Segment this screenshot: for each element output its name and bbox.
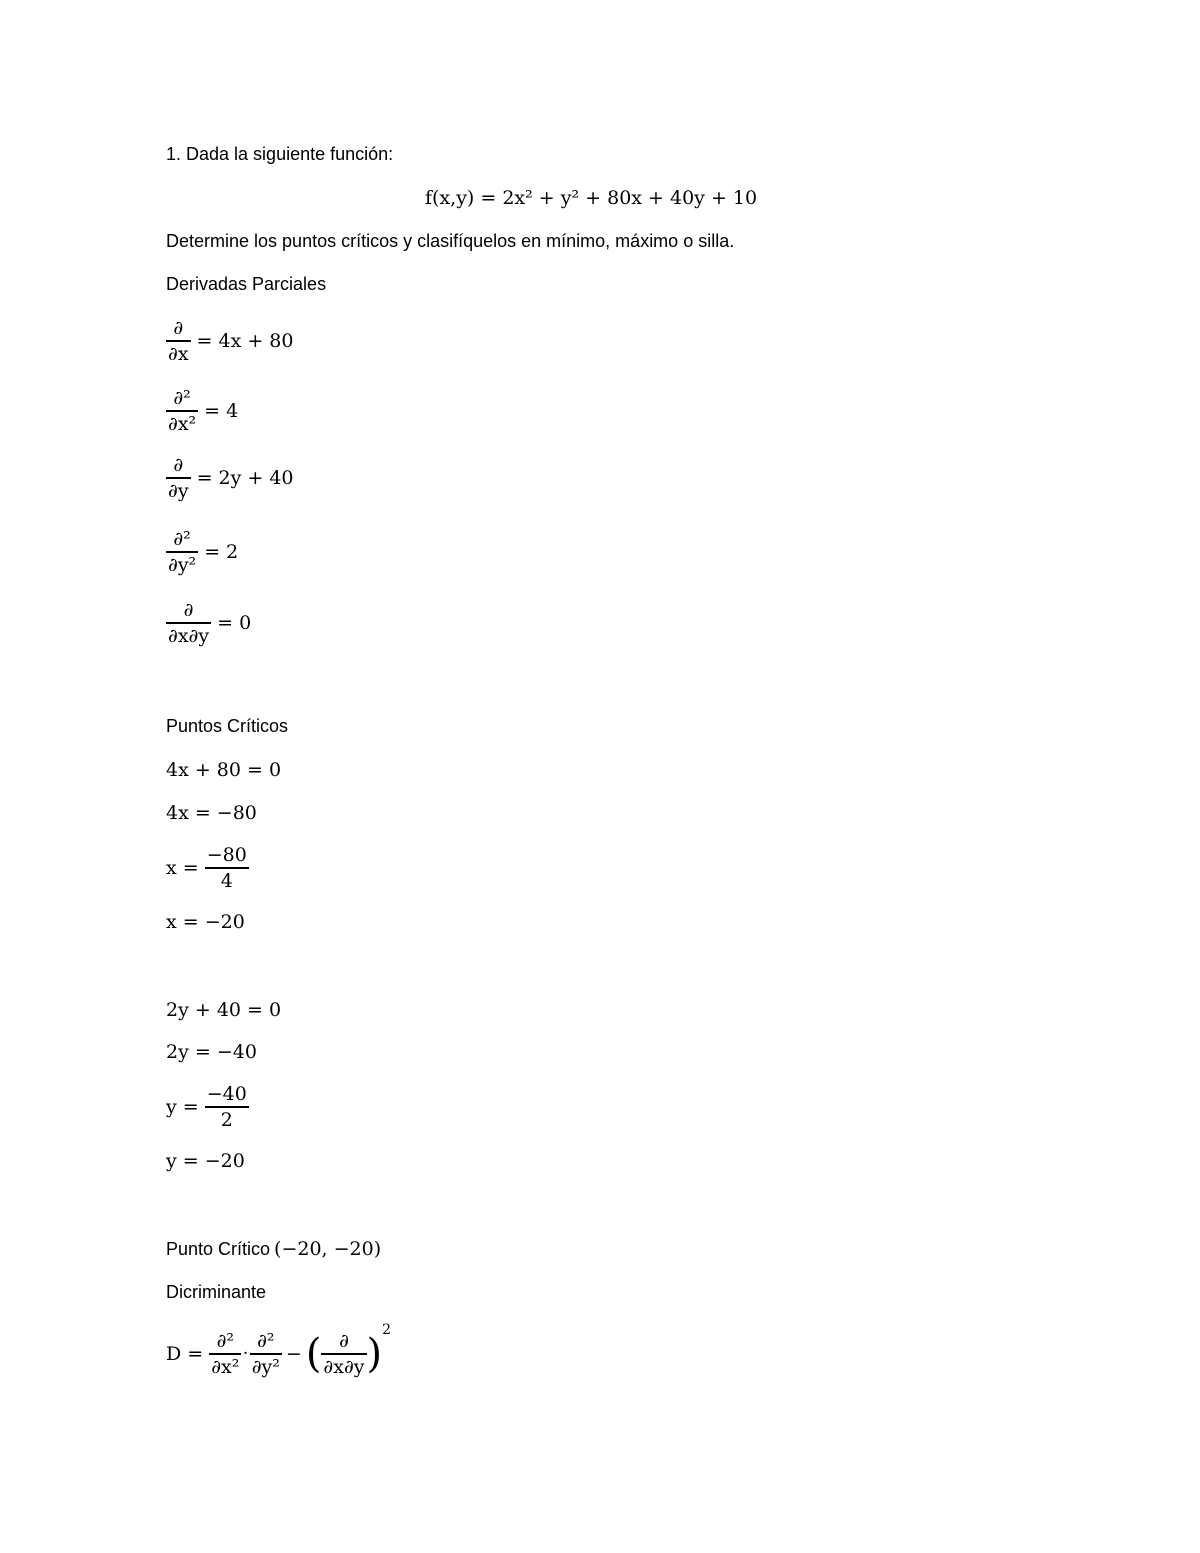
partial-dx2: $\frac{\text{∂²}}{\text{∂x²}}$ = 4 <box>168 387 239 435</box>
fraction: $\frac{\partial}{\partial x\partial y}$ <box>323 1330 365 1378</box>
fraction: $\frac{\text{∂²}}{\text{∂y²}}$ <box>251 1330 280 1378</box>
critical-point-value: (−20, −20) <box>274 1238 382 1260</box>
x-step-2: 4x = −80 <box>166 802 257 824</box>
y-step-2: 2y = −40 <box>166 1041 257 1063</box>
fraction: $\frac{\text{∂²}}{\text{∂x²}}$ <box>168 387 197 435</box>
left-paren: ( <box>305 1331 322 1377</box>
right-paren: ) <box>366 1331 383 1377</box>
partial-dy: $\frac{\partial}{\partial y}$ = 2y + 40 <box>168 454 294 502</box>
fraction: $\frac{\text{∂²}}{\text{∂x²}}$ <box>211 1330 240 1378</box>
fraction: $\frac{\text{∂²}}{\text{∂y²}}$ <box>168 528 197 576</box>
partial-dx: $\frac{\partial}{\partial x}$ = 4x + 80 <box>168 317 294 365</box>
discriminant-formula: D = $\frac{\text{∂²}}{\text{∂x²}}$ · $\frac{\text{∂²}}{\text{∂y²}}$ − ( $\frac{\partial}{\partial x\partial y}$ )2 <box>166 1326 391 1382</box>
fraction: $\frac{\partial}{\partial x}$ <box>168 317 189 365</box>
critical-point <box>166 1237 381 1261</box>
y-step-4: y = −20 <box>166 1150 245 1172</box>
discriminant-heading: Dicriminante <box>166 1282 267 1302</box>
x-step-4: x = −20 <box>166 911 245 933</box>
partials-heading: Derivadas Parciales <box>166 274 327 294</box>
partial-dy2: $\frac{\text{∂²}}{\text{∂y²}}$ = 2 <box>168 528 239 576</box>
y-step-3: y = $\frac{-40}{2}$ <box>166 1083 247 1131</box>
function-equation: f(x,y) = 2x² + y² + 80x + 40y + 10 <box>425 187 758 209</box>
fraction: $\frac{\partial}{\partial y}$ <box>168 454 189 502</box>
y-step-1: 2y + 40 = 0 <box>166 999 282 1021</box>
problem-heading: 1. Dada la siguiente función: <box>166 144 394 164</box>
x-step-3: x = $\frac{-80}{4}$ <box>166 844 247 892</box>
problem-instruction: Determine los puntos críticos y clasifíquelos en mínimo, máximo o silla. <box>166 231 735 251</box>
critical-heading: Puntos Críticos <box>166 716 289 736</box>
partial-dxdy: $\frac{\partial}{\partial x\partial y}$ = 0 <box>168 599 252 647</box>
exponent: 2 <box>382 1322 392 1338</box>
critical-point-label: Punto Crítico <box>166 1239 271 1259</box>
x-step-1: 4x + 80 = 0 <box>166 759 282 781</box>
fraction: $\frac{-80}{4}$ <box>206 844 247 892</box>
fraction: $\frac{-40}{2}$ <box>206 1083 247 1131</box>
fraction: $\frac{\partial}{\partial x\partial y}$ <box>168 599 210 647</box>
